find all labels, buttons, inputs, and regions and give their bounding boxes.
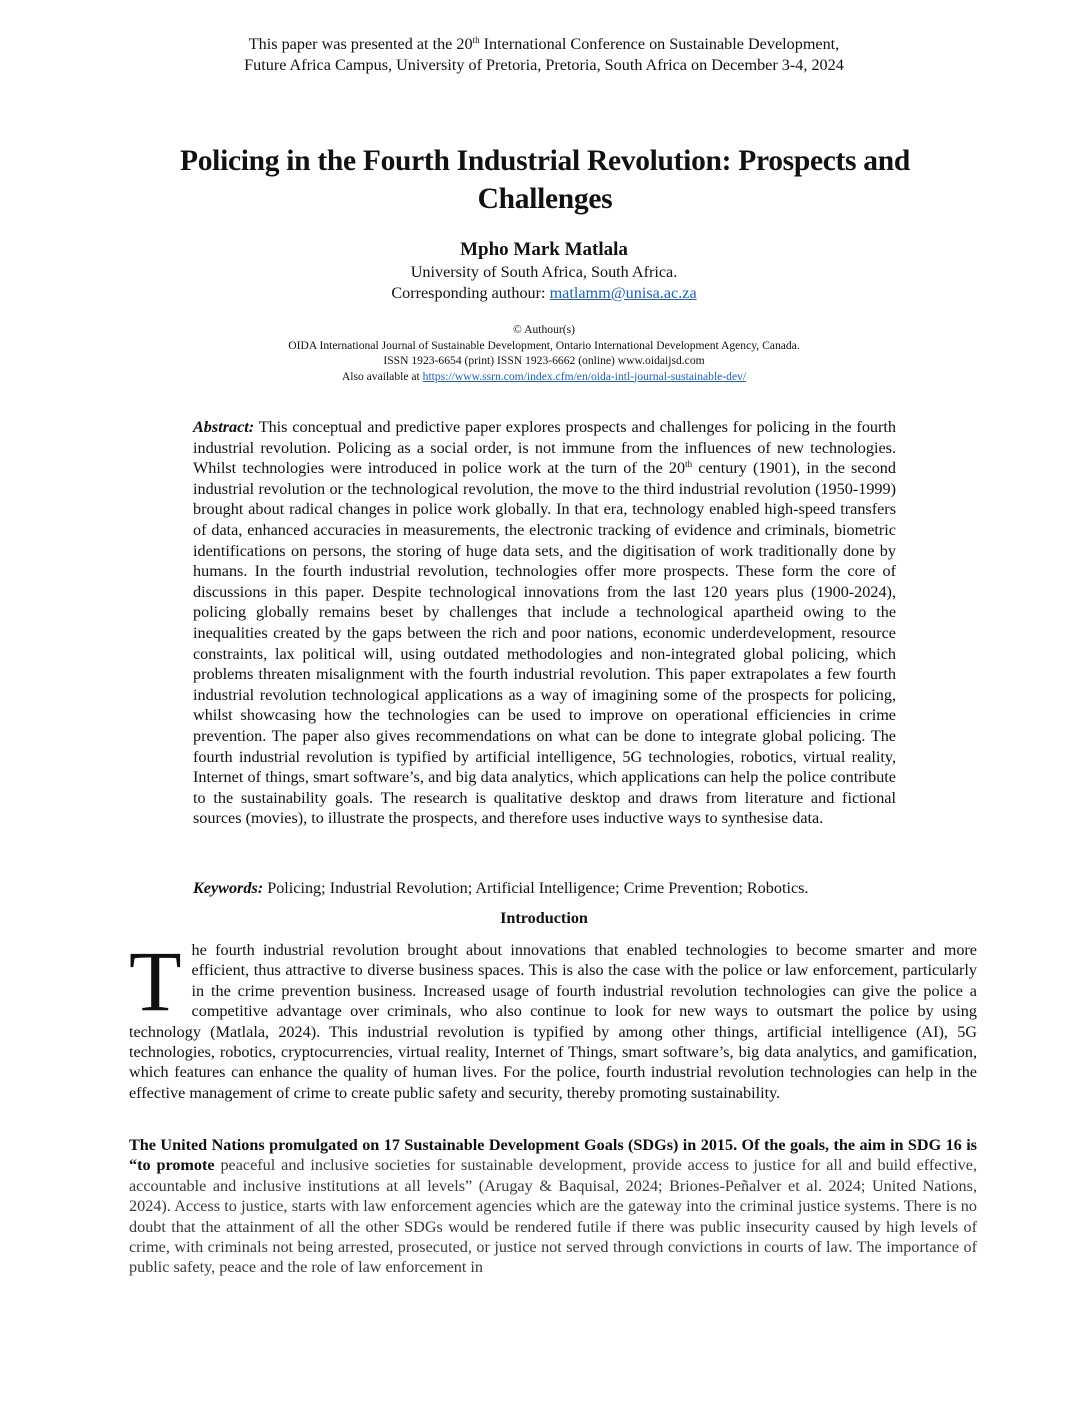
keywords-label: Keywords:: [193, 879, 264, 897]
intro-paragraph-2: [129, 1135, 977, 1278]
copyright: © Authour(s): [513, 323, 575, 336]
intro-paragraph-2-text: peaceful and inclusive societies for sustainable development, provide access to justice for all and build effective, accountable and inclusive institutions at all levels” (Arugay & Baquisal, 2024; Briones-Peñalver et al. 2024; United Nations, 2024). Access to justice, starts with law enforcement agencies which are the gateway into the criminal justice systems. There is no doubt that the attainment of all the other SDGs would be rendered futile if there was public insecurity caused by high levels of crime, with criminals not being arrested, prosecuted, or justice not served through convictions in courts of law. The importance of public safety, peace and the role of law enforcement in: [129, 1156, 977, 1277]
abstract-text-part1: This conceptual and predictive paper explores prospects and challenges for policing in the fourth industrial revolution. Policing as a social order, is not immune from the influences of new technologies. Whilst technologies were introduced in police work at the turn of the 20: [193, 418, 896, 478]
author-name: Mpho Mark Matlala: [460, 239, 628, 260]
keywords-text: Policing; Industrial Revolution; Artificial Intelligence; Crime Prevention; Robotics.: [263, 879, 809, 897]
affiliation: University of South Africa, South Africa.: [410, 263, 678, 281]
ssrn-link[interactable]: https://www.ssrn.com/index.cfm/en/oida-intl-journal-sustainable-dev/: [422, 369, 747, 383]
intro-paragraph-1: [129, 933, 977, 1103]
copyright-block: [0, 322, 1088, 384]
abstract-sup: th: [685, 459, 693, 470]
corresponding-author: Corresponding authour: matlamm@unisa.ac.za: [391, 284, 697, 302]
abstract-label: Abstract:: [193, 418, 255, 436]
keywords: [193, 878, 896, 898]
section-heading-introduction: Introduction: [500, 909, 588, 927]
author-affiliation-block: [0, 262, 1088, 304]
conference-line-2: Future Africa Campus, University of Pretoria, Pretoria, South Africa on December 3-4, 2024: [244, 56, 844, 74]
availability: Also available at https://www.ssrn.com/index.cfm/en/oida-intl-journal-sustainable-dev/: [341, 369, 747, 383]
drop-cap: T: [129, 933, 182, 1029]
paper-title: Policing in the Fourth Industrial Revolution: Prospects and Challenges: [180, 145, 910, 215]
journal-name: OIDA International Journal of Sustainable Development, Ontario International Development Agency, Canada.: [288, 338, 800, 352]
intro-paragraph-2-bold: The United Nations promulgated on 17 Sustainable Development Goals (SDGs) in 2015. Of the goals, the aim in SDG 16 is “to promote: [129, 1136, 977, 1175]
abstract: [193, 417, 896, 829]
issn: ISSN 1923-6654 (print) ISSN 1923-6662 (online) www.oidaijsd.com: [383, 354, 705, 367]
conference-note: [0, 34, 1088, 76]
email-link[interactable]: matlamm@unisa.ac.za: [549, 284, 697, 302]
intro-paragraph-1-text: he fourth industrial revolution brought about innovations that enabled technologies to become smarter and more efficient, thus attractive to diverse business spaces. This is also the case with the police or law enforcement, particularly in the crime prevention business. Increased usage of fourth industrial revolution technologies can give the police a competitive advantage over criminals, who also continue to look for new ways to outsmart the police by using technology (Matlala, 2024). This industrial revolution is typified by among other things, artificial intelligence (AI), 5G technologies, robotics, cryptocurrencies, virtual reality, Internet of Things, smart software’s, big data analytics, and gamification, which features can enhance the quality of human lives. For the police, fourth industrial revolution technologies can help in the effective management of crime to create public safety and security, thereby promoting sustainability.: [129, 941, 977, 1102]
abstract-text-part2: century (1901), in the second industrial revolution or the technological revolution, the move to the third industrial revolution (1950-1999) brought about radical changes in police work globally. In that era, technology enabled high-speed transfers of data, enhanced accuracies in measurements, the electronic tracking of evidence and criminals, biometric identifications on persons, the storing of huge data sets, and the digitisation of work traditionally done by humans. In the fourth industrial revolution, technologies offer more prospects. These form the core of discussions in this paper. Despite technological innovations from the last 120 years plus (1900-2024), policing globally remains beset by challenges that include a technological apartheid owing to the inequalities created by the gaps between the rich and poor nations, economic underdevelopment, resource constraints, lax political will, using outdated methodologies and non-integrated global policing, which problems threaten misalignment with the fourth industrial revolution. This paper extrapolates a few fourth industrial revolution technological applications as a way of imagining some of the prospects for policing, whilst showcasing how the technologies can be used to improve on operational efficiencies in crime prevention. The paper also gives recommendations on what can be done to integrate global policing. The fourth industrial revolution is typified by artificial intelligence, 5G technologies, robotics, virtual reality, Internet of things, smart software’s, and big data analytics, which applications can help the police contribute to the sustainability goals. The research is qualitative desktop and draws from literature and fictional sources (movies), to illustrate the prospects, and therefore uses inductive ways to synthesise data.: [193, 459, 896, 828]
conference-line-1: This paper was presented at the 20th International Conference on Sustainable Development,: [248, 35, 840, 53]
